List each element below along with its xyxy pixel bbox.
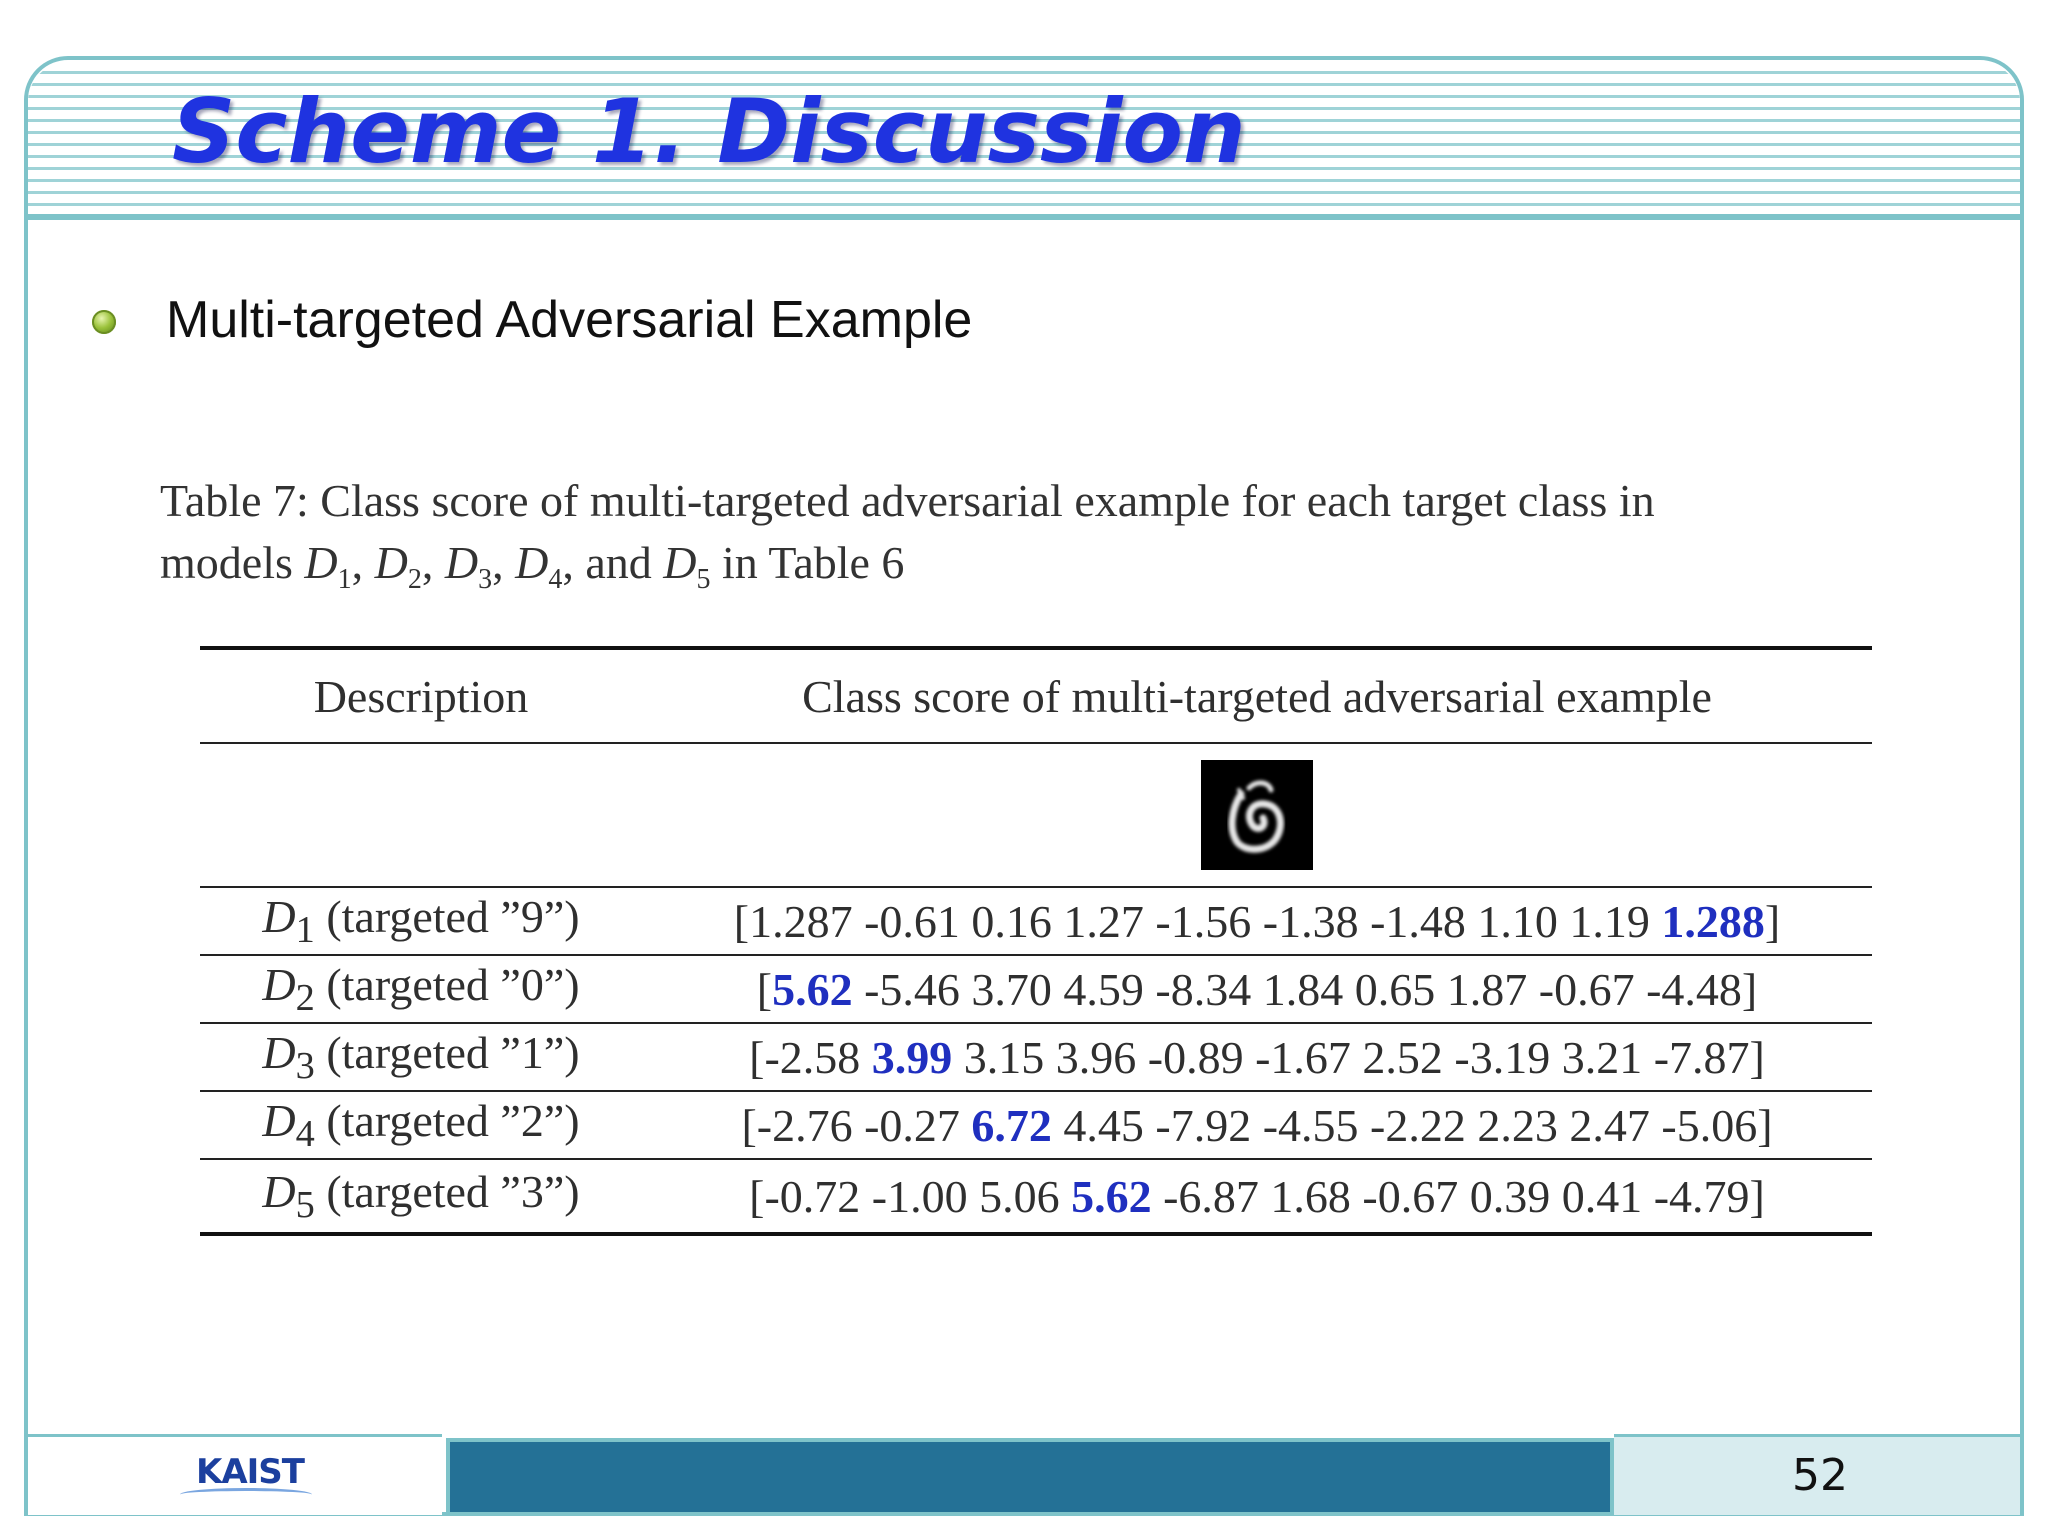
page-number: 52 (1792, 1450, 1848, 1501)
kaist-logo: KAIST (196, 1452, 304, 1492)
handwritten-digit-image (1201, 760, 1313, 870)
table-caption (160, 470, 1920, 611)
target-label: (targeted ”1”) (314, 1026, 580, 1078)
digit-stroke-icon (1201, 760, 1313, 870)
model-name: D (262, 1094, 296, 1146)
bracket-open: [ (733, 895, 750, 947)
caption-model: D (663, 537, 697, 588)
bracket-open: [ (749, 1170, 765, 1222)
model-name: D (262, 1165, 296, 1217)
scores-highlight: 5.62 (1071, 1170, 1152, 1222)
model-name: D (262, 890, 296, 942)
caption-model: D (444, 537, 479, 588)
bracket-open: [ (749, 1031, 765, 1083)
target-label: (targeted ”9”) (314, 890, 580, 942)
scores-after: -5.46 3.70 4.59 -8.34 1.84 0.65 1.87 -0.67 -4.48 (852, 963, 1742, 1015)
model-sub: 3 (295, 1045, 315, 1088)
caption-model: D (515, 537, 549, 588)
header-rule (28, 214, 2020, 220)
scores-before: -2.76 -0.27 (756, 1099, 972, 1151)
image-row-empty-cell (200, 743, 642, 887)
bracket-open: [ (756, 963, 773, 1015)
bracket-close: ] (1757, 1099, 1773, 1151)
caption-line1: Table 7: Class score of multi-targeted adversarial example for each target class in (160, 475, 1655, 526)
score-table (200, 646, 1872, 1236)
slide-title: Scheme 1. Discussion (172, 80, 1246, 183)
caption-sep: , (421, 537, 445, 588)
row-description (200, 955, 642, 1023)
scores-before: -0.72 -1.00 5.06 (764, 1170, 1072, 1222)
caption-sep: , and (562, 537, 664, 588)
scores-highlight: 1.288 (1661, 895, 1765, 947)
caption-sub: 5 (696, 564, 711, 596)
caption-sub: 4 (548, 564, 563, 596)
table-row (200, 1159, 1872, 1234)
scores-highlight: 3.99 (871, 1031, 953, 1083)
table-row (200, 1091, 1872, 1159)
caption-sep: , (492, 537, 516, 588)
scores-after: -6.87 1.68 -0.67 0.39 0.41 -4.79 (1151, 1170, 1750, 1222)
caption-suffix: in Table 6 (710, 537, 905, 588)
row-description (200, 1023, 642, 1091)
bracket-open: [ (741, 1099, 757, 1151)
table-row (200, 955, 1872, 1023)
row-description (200, 1091, 642, 1159)
caption-sub: 3 (478, 564, 493, 596)
model-sub: 5 (295, 1184, 315, 1227)
image-row-cell (642, 743, 1872, 887)
caption-sub: 1 (337, 564, 352, 596)
target-label: (targeted ”2”) (314, 1094, 580, 1146)
bracket-close: ] (1749, 1170, 1765, 1222)
footer-bar (446, 1438, 1614, 1516)
scores-highlight: 5.62 (772, 963, 853, 1015)
row-scores (642, 1023, 1872, 1091)
scores-after: 4.45 -7.92 -4.55 -2.22 2.23 2.47 -5.06 (1051, 1099, 1758, 1151)
target-label: (targeted ”0”) (314, 958, 580, 1010)
row-scores (642, 1159, 1872, 1234)
row-scores (642, 955, 1872, 1023)
bracket-close: ] (1749, 1031, 1765, 1083)
bullet-text: Multi-targeted Adversarial Example (166, 291, 973, 349)
table-row (200, 887, 1872, 955)
scores-after: 3.15 3.96 -0.89 -1.67 2.52 -3.19 3.21 -7.87 (952, 1031, 1750, 1083)
bullet-icon (92, 310, 116, 334)
target-label: (targeted ”3”) (314, 1165, 580, 1217)
scores-highlight: 6.72 (971, 1099, 1052, 1151)
row-description (200, 887, 642, 955)
header-description: Description (200, 648, 642, 743)
bracket-close: ] (1741, 963, 1758, 1015)
caption-sub: 2 (407, 564, 422, 596)
kaist-swoosh-icon (180, 1488, 312, 1501)
image-row (200, 743, 1872, 887)
row-description (200, 1159, 642, 1234)
row-scores (642, 1091, 1872, 1159)
table-row (200, 1023, 1872, 1091)
caption-line2-prefix: models (160, 537, 305, 588)
model-name: D (262, 958, 296, 1010)
bracket-close: ] (1764, 895, 1781, 947)
caption-model: D (374, 537, 408, 588)
model-sub: 4 (295, 1113, 315, 1156)
header-class-score: Class score of multi-targeted adversarial example (642, 648, 1872, 743)
caption-sep: , (351, 537, 375, 588)
table-header-row (200, 648, 1872, 743)
row-scores (642, 887, 1872, 955)
model-name: D (262, 1026, 296, 1078)
scores-before: 1.287 -0.61 0.16 1.27 -1.56 -1.38 -1.48 1.10 1.19 (749, 895, 1662, 947)
model-sub: 1 (295, 909, 315, 952)
model-sub: 2 (295, 977, 315, 1020)
scores-before: -2.58 (764, 1031, 872, 1083)
caption-model: D (304, 537, 338, 588)
